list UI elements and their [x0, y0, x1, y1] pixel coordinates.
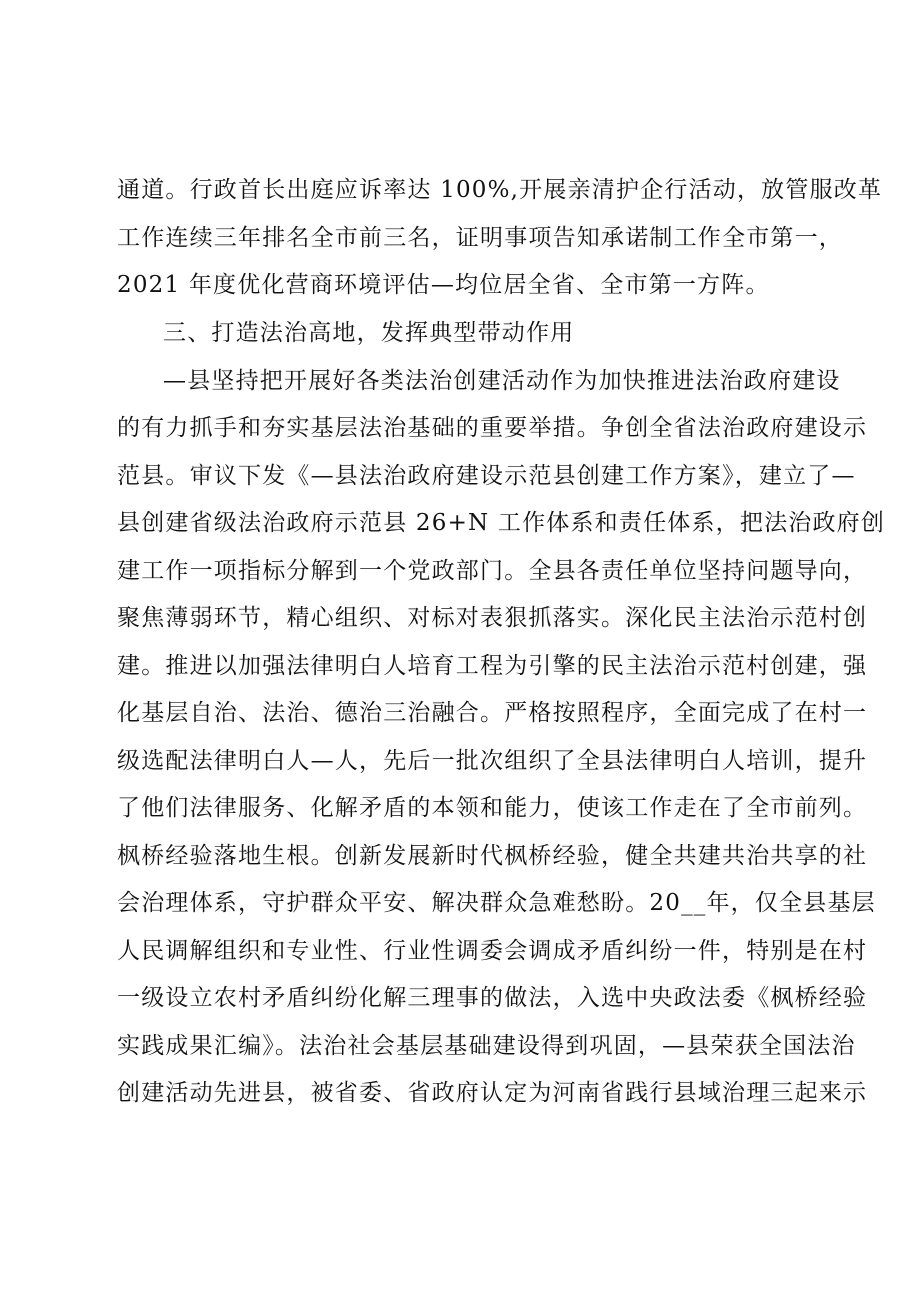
- body-text-line: 枫桥经验落地生根。创新发展新时代枫桥经验，健全共建共治共享的社: [117, 843, 868, 869]
- body-text-line: 建工作一项指标分解到一个党政部门。全县各责任单位坚持问题导向，: [117, 558, 868, 584]
- body-text-line: 创建活动先进县，被省委、省政府认定为河南省践行县域治理三起来示: [117, 1080, 868, 1106]
- body-text-line: 县创建省级法治政府示范县 26+N 工作体系和责任体系，把法治政府创: [117, 510, 886, 536]
- body-text-line: 通道。行政首长出庭应诉率达 100%,开展亲清护企行活动，放管服改革: [117, 177, 883, 203]
- body-text-line: 级选配法律明白人—人，先后一批次组织了全县法律明白人培训，提升: [117, 748, 868, 774]
- body-text-line: 范县。审议下发《—县法治政府建设示范县创建工作方案》，建立了—: [117, 463, 856, 489]
- body-text-line: 的有力抓手和夯实基层法治基础的重要举措。争创全省法治政府建设示: [117, 415, 868, 441]
- body-text-line: 工作连续三年排名全市前三名，证明事项告知承诺制工作全市第一，: [117, 225, 843, 251]
- body-text-line: 聚焦薄弱环节，精心组织、对标对表狠抓落实。深化民主法治示范村创: [117, 605, 868, 631]
- body-text-line: 建。推进以加强法律明白人培育工程为引擎的民主法治示范村创建，强: [117, 653, 868, 679]
- body-text-line: 化基层自治、法治、德治三治融合。严格按照程序，全面完成了在村一: [117, 700, 868, 726]
- body-text-line: 会治理体系，守护群众平安、解决群众急难愁盼。20__年，仅全县基层: [117, 890, 876, 916]
- body-text-line: 人民调解组织和专业性、行业性调委会调成矛盾纠纷一件，特别是在村: [117, 938, 868, 964]
- section-heading: 三、打造法治高地，发挥典型带动作用: [163, 320, 575, 346]
- body-text-line: 一级设立农村矛盾纠纷化解三理事的做法，入选中央政法委《枫桥经验: [117, 985, 868, 1011]
- body-text-line: 了他们法律服务、化解矛盾的本领和能力，使该工作走在了全市前列。: [117, 795, 868, 821]
- body-text-line: —县坚持把开展好各类法治创建活动作为加快推进法治政府建设: [163, 368, 841, 394]
- body-text-line: 2021 年度优化营商环境评估—均位居全省、全市第一方阵。: [117, 272, 770, 298]
- body-text-line: 实践成果汇编》。法治社会基层基础建设得到巩固，—县荣获全国法治: [117, 1033, 856, 1059]
